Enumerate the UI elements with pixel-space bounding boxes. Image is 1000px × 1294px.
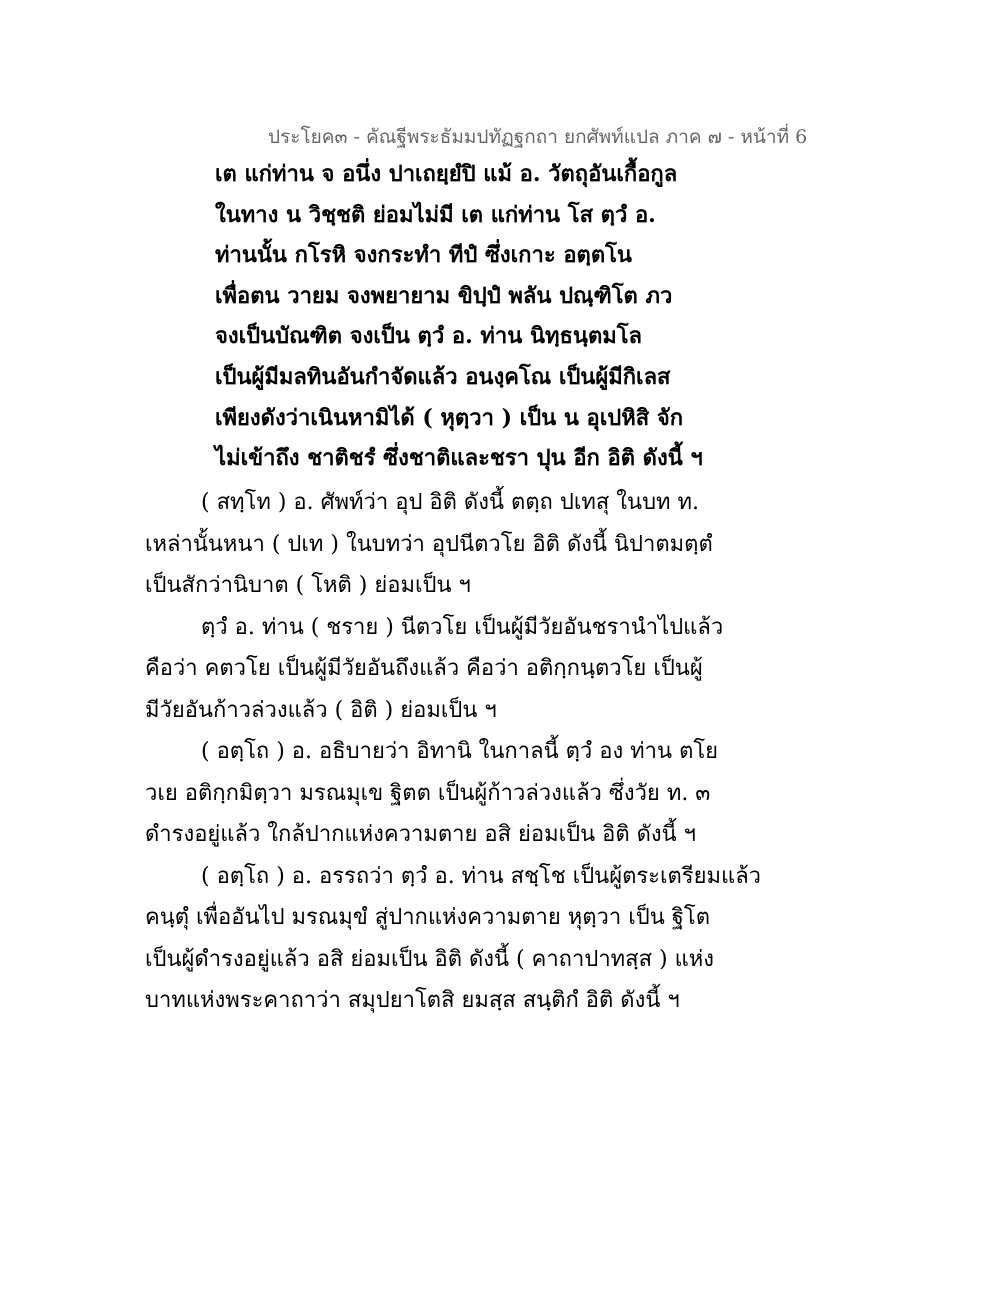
paragraph-line: ( อตฺโถ ) อ. อรรถว่า ตฺวํ อ. ท่าน สชฺโช เป็นผู้ตระเตรียมแล้ว [201, 863, 762, 889]
paragraph-line: บาทแห่งพระคาถาว่า สมุปยาโตสิ ยมสฺส สนฺติกํ อิติ ดังนี้ ฯ [145, 988, 680, 1013]
paragraph-line: ตฺวํ อ. ท่าน ( ชราย ) นีตวโย เป็นผู้มีวัยอันชรานำไปแล้ว [201, 614, 724, 640]
verse-line: เพียงดังว่าเนินหามิได้ ( หุตฺวา ) เป็น น อุเปหิสิ จัก [215, 404, 684, 431]
verse-line: ไม่เข้าถึง ชาติชรํ ซึ่งชาติและชรา ปุน อีก อิติ ดังนี้ ฯ [215, 445, 703, 472]
paragraph [145, 731, 745, 856]
page-header: ประโยค๓ - คัณฐีพระธัมมปทัฏฐกถา ยกศัพท์แปล ภาค ๗ - หน้าที่ 6 [268, 126, 808, 148]
verse-line: เป็นผู้มีมลทินอันกำจัดแล้ว อนงฺคโณ เป็นผู้มีกิเลส [215, 363, 671, 390]
paragraph-line: เป็นสักว่านิบาต ( โหติ ) ย่อมเป็น ฯ [145, 573, 471, 598]
verse-line: เพื่อตน วายม จงพยายาม ขิปฺปํ พลัน ปณฺฑิโต ภว [215, 282, 673, 309]
paragraph [145, 482, 745, 607]
paragraph-line: ( อตฺโถ ) อ. อธิบายว่า อิทานิ ในกาลนี้ ตฺวํ อง ท่าน ตโย [201, 739, 719, 764]
paragraph-line: คือว่า คตวโย เป็นผู้มีวัยอันถึงแล้ว คือว่า อติกฺกนฺตวโย เป็นผู้ [145, 656, 703, 681]
paragraph-line: ( สทฺโท ) อ. ศัพท์ว่า อุป อิติ ดังนี้ ตตฺถ ปเทสุ ในบท ท. [201, 490, 700, 515]
verse-line: เต แก่ท่าน จ อนึ่ง ปาเถยฺยํปิ แม้ อ. วัตถุอันเกื้อกูล [215, 161, 678, 187]
paragraph-line: ดำรงอยู่แล้ว ใกล้ปากแห่งความตาย อสิ ย่อมเป็น อิติ ดังนี้ ฯ [145, 822, 697, 847]
paragraph-line: วเย อติกฺกมิตฺวา มรณมุเข ฐิตต เป็นผู้ก้าวล่วงแล้ว ซึ่งวัย ท. ๓ [145, 780, 711, 806]
commentary-body [145, 482, 762, 1022]
paragraph-line: มีวัยอันก้าวล่วงแล้ว ( อิติ ) ย่อมเป็น ฯ [145, 697, 497, 723]
verse-line: จงเป็นบัณฑิต จงเป็น ตฺวํ อ. ท่าน นิทฺธนฺตมโล [215, 323, 643, 350]
paragraph-line: คนฺตุํ เพื่ออันไป มรณมุขํ สู่ปากแห่งความตาย หุตฺวา เป็น ฐิโต [145, 905, 710, 930]
verse-line: ท่านนั้น กโรหิ จงกระทำ ทีปํ ซึ่งเกาะ อตฺตโน [215, 242, 632, 269]
paragraph-line: เป็นผู้ดำรงอยู่แล้ว อสิ ย่อมเป็น อิติ ดังนี้ ( คาถาปาทสฺส ) แห่ง [145, 946, 715, 972]
verse-block [215, 154, 703, 479]
paragraph [145, 607, 745, 732]
verse-line: ในทาง น วิชฺชติ ย่อมไม่มี เต แก่ท่าน โส ตฺวํ อ. [215, 201, 656, 228]
paragraph-line: เหล่านั้นหนา ( ปเท ) ในบทว่า อุปนีตวโย อิติ ดังนี้ นิปาตมตฺตํ [145, 531, 713, 557]
paragraph [145, 856, 762, 1022]
